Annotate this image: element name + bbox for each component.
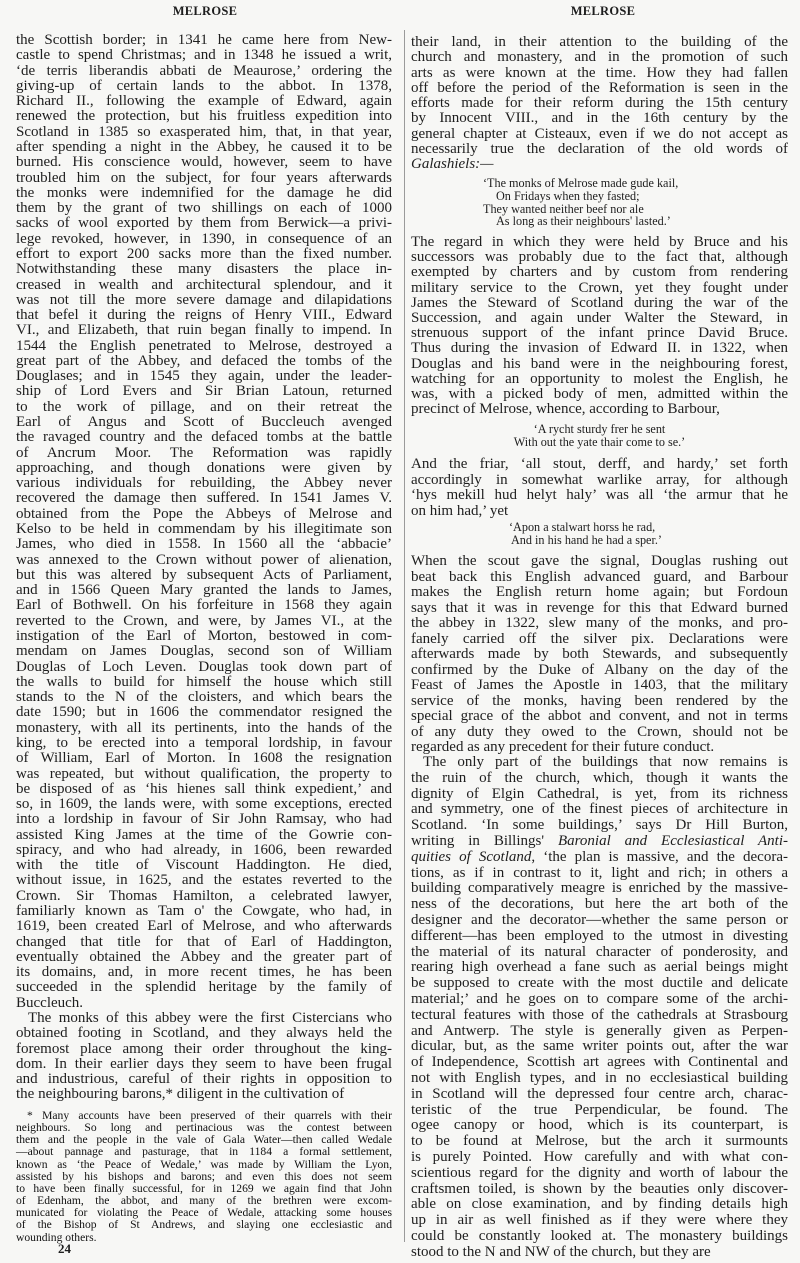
verse-line: They wanted neither beef nor ale <box>483 201 644 216</box>
text-line: to be found at Melrose, but the arch it surmounts <box>411 1133 788 1150</box>
column-divider <box>404 30 405 1242</box>
text-line: and in 1566 Queen Mary granted the lands to James, <box>16 582 392 599</box>
text-line: Scotland in 1385 so exasperated him, that, in that year, <box>16 123 392 140</box>
text-line: troubled him on the subject, for four years afterwards <box>16 169 392 186</box>
text-line: instigation of the Earl of Morton, bestowed in com- <box>16 627 392 644</box>
left-paragraph-1 <box>16 33 392 1011</box>
text-line: great part of the Abbey, and defaced the tombs of the <box>16 352 392 369</box>
text-line: them by the grant of two shillings on each of 1000 <box>16 200 392 217</box>
text-line: makes the English return home again; but Fordoun <box>411 584 788 600</box>
text-line: of Ancrum Moor. The Reformation was rapidly <box>16 444 392 461</box>
text-line: dom. In their earlier days they seem to have been frugal <box>16 1055 392 1072</box>
text-line: was, with a picked body of men, admitted within the <box>411 386 788 403</box>
text-line: spiracy, and who had already, in 1606, been rewarded <box>16 841 392 858</box>
text-line: succeeded in the splendid heritage by the family of <box>16 979 392 996</box>
text-line: into a lordship in favour of Sir John Ramsay, who had <box>16 811 392 828</box>
verse-line: ‘Apon a stalwart horss he rad, <box>509 520 656 534</box>
text-line: and industrious, careful of their rights in opposition to <box>16 1071 392 1088</box>
text-line: Notwithstanding these many disasters the place in- <box>16 261 392 278</box>
text-segment: , ‘the plan is massive, and the decora- <box>531 848 788 865</box>
text-line: 1544 the English penetrated to Melrose, destroyed a <box>16 337 392 354</box>
text-line: and symmetry, one of the finest pieces of architecture in <box>411 801 788 818</box>
verse-line: And in his hand he had a sper.’ <box>511 532 662 547</box>
text-line: of William, Earl of Morton. In 1608 the resignation <box>16 750 392 767</box>
text-line: arts as were known at the time. How they had fallen <box>411 64 788 81</box>
text-line: burned. His conscience would, however, seem to have <box>16 154 392 171</box>
text-line: king, to be erected into a temporal lordship, in favour <box>16 734 392 751</box>
text-line: fanely carried off the silver pix. Declarations were <box>411 630 788 647</box>
text-line: James the Steward of Scotland during the war of the <box>411 294 788 311</box>
text-line: The regard in which they were held by Bruce and his <box>411 234 788 250</box>
running-header-right: MELROSE <box>570 4 636 18</box>
verse-quote-2 <box>411 423 788 449</box>
text-line <box>411 850 788 866</box>
text-line: Succession, and again under Walter the Steward, in <box>411 310 788 327</box>
verse-line: With out the yate thair come to se.’ <box>513 434 686 449</box>
text-line: recovered the damage then suffered. In 1541 James V. <box>16 490 392 507</box>
text-line: Douglas and his band were in the neighbouring forest, <box>411 355 788 372</box>
text-line: general chapter at Cisteaux, even if we do not accept as <box>411 125 788 142</box>
text-line: dicular, but, as the same writer points out, after the war <box>411 1038 788 1055</box>
text-line: Douglas of Loch Leven. Douglas took down part of <box>16 658 392 675</box>
right-paragraph-2 <box>411 235 788 417</box>
text-line: watching for an opportunity to molest the English, he <box>411 370 788 387</box>
text-line: Feast of James the Apostle in 1403, that the military <box>411 677 788 693</box>
verse-line: ‘A rycht sturdy frer he sent <box>533 422 666 436</box>
italic-title: Galashiels:— <box>411 156 494 172</box>
text-line: their land, in their attention to the building of the <box>411 34 788 50</box>
text-line: When the scout gave the signal, Douglas rushing out <box>411 553 788 569</box>
footnote <box>16 1110 392 1244</box>
text-line: changed that title for that of Earl of Haddington, <box>16 933 392 950</box>
text-line: was repeated, but without qualification, the property to <box>16 765 392 782</box>
text-line: but this was altered by subsequent Acts of Parliament, <box>16 566 392 583</box>
text-line: Scotland. ‘In some buildings,’ says Dr Hill Burton, <box>411 817 788 834</box>
text-line: was annexed to the Crown without power of alienation, <box>16 551 392 568</box>
text-line: Douglases; and in 1545 they again, under the leader- <box>16 368 392 385</box>
text-line: without issue, in 1625, and the estates reverted to the <box>16 872 392 889</box>
text-line: in Scotland will the depressed four centre arch, charac- <box>411 1085 788 1102</box>
text-line: exempted by charters and by custom from rendering <box>411 264 788 281</box>
text-line: different—has been employed to the utmost in divesting <box>411 927 788 944</box>
text-line: The monks of this abbey were the first Cistercians who <box>28 1010 392 1026</box>
text-line: reverted to the Crown, and were, by James VI., at the <box>16 612 392 629</box>
text-line: known as ‘the Peace of Wedale,’ was made by William the Lyon, <box>16 1157 392 1171</box>
text-line: regarded as any precedent for their future conduct. <box>411 739 715 755</box>
text-line: Buccleuch. <box>16 994 84 1011</box>
text-line: is purely Pointed. How carefully and with what con- <box>411 1148 788 1165</box>
text-line: of the Bishop of St Andrews, and slaying one ecclesiastic and <box>16 1218 392 1232</box>
verse-line: As long as their neighbours' lasted.’ <box>496 214 671 229</box>
text-line: And the friar, ‘all stout, derff, and hardy,’ set forth <box>411 456 788 472</box>
text-line: wounding others. <box>16 1230 97 1244</box>
text-line: the ruin of the church, which, though it wants the <box>411 769 788 786</box>
text-line: tions, as if in contrast to it, light and rich; in others a <box>411 864 788 881</box>
right-paragraph-4 <box>411 554 788 756</box>
text-line: be supposed to create with the most ductile and delicate <box>411 975 788 992</box>
text-line: building comparatively meagre is enriched by the massive- <box>411 880 788 897</box>
text-line: precinct of Melrose, whence, according to Barbour, <box>411 401 720 418</box>
text-line: its domains, and, in more recent times, he has been <box>16 964 392 981</box>
text-line: effort to export 200 sacks more than the fixed number. <box>16 245 392 262</box>
text-line: to the work of pillage, and on their retreat the <box>16 398 392 415</box>
text-line: mendam on James Douglas, second son of William <box>16 643 392 660</box>
text-line: the Scottish border; in 1341 he came here from New- <box>16 32 392 48</box>
text-line: stands to the N of the cloisters, and which bears the <box>16 689 392 706</box>
right-paragraph-3 <box>411 457 788 520</box>
page-number: 24 <box>58 1241 71 1256</box>
right-paragraph-1 <box>411 35 788 172</box>
text-line: successors was probably due to the fact that, although <box>411 249 788 266</box>
italic-title: Baronial and Ecclesiastical Anti- <box>557 832 788 849</box>
text-line: stood to the N and NW of the church, but they are <box>411 1243 711 1260</box>
text-line: castle to spend Christmas; and in 1348 he issued a writ, <box>16 47 392 64</box>
text-line: teristic of the true Perpendicular, be found. The <box>411 1101 788 1118</box>
text-line: special grace of the abbot and convent, and not in terms <box>411 708 788 724</box>
text-line: eventually obtained the Abbey and the greater part of <box>16 948 392 965</box>
text-line: to have been finally successful, for in 1269 we again find that John <box>16 1181 392 1195</box>
text-line <box>411 834 788 850</box>
text-line: 1619, been created Earl of Melrose, and who afterwards <box>16 918 392 935</box>
text-line: of Independence, Scottish art agrees with Continental and <box>411 1054 788 1071</box>
text-line: church and monastery, and in the promotion of such <box>411 49 788 66</box>
text-line: obtained from the Pope the Abbeys of Melrose and <box>16 505 392 522</box>
text-line: the ravaged country and the defaced tombs at the battle <box>16 429 392 446</box>
verse-line: ‘The monks of Melrose made gude kail, <box>483 176 679 190</box>
text-line: material;’ and he goes on to compare some of the archi- <box>411 990 788 1007</box>
text-line: was not till the more severe damage and dilapidations <box>16 291 392 308</box>
text-line: tectural features with those of the cathedrals at Strasbourg <box>411 1006 788 1023</box>
text-line: monastery, with all its pertinents, into the hands of the <box>16 719 392 736</box>
text-line: renewed the protection, but his fruitless expedition into <box>16 108 392 125</box>
text-line: The only part of the buildings that now remains is <box>423 754 788 770</box>
text-line: the walls to build for himself the house which still <box>16 673 392 690</box>
text-line: James, who died in 1558. In 1560 all the ‘abbacie’ <box>16 536 392 553</box>
text-line: so, in 1609, the lands were, with some exceptions, erected <box>16 796 392 813</box>
text-line: dignity of Elgin Cathedral, is yet, from its richness <box>411 785 788 802</box>
text-line: giving-up of certain lands to the abbot. In 1378, <box>16 77 392 94</box>
text-line: afterwards made by both Stewards, and subsequently <box>411 646 788 662</box>
text-line: says that it was in revenge for this that Edward burned <box>411 599 788 616</box>
text-line: military service to the Crown, yet they fought under <box>411 279 788 296</box>
left-paragraph-2 <box>16 1011 392 1103</box>
text-line: up in air as well finished as if they were where they <box>411 1212 788 1229</box>
text-line: necessarily true the declaration of the old words of <box>411 140 788 157</box>
verse-line: On Fridays when they fasted; <box>496 188 640 203</box>
text-line: * Many accounts have been preserved of their quarrels with their <box>27 1109 392 1122</box>
text-line: confirmed by the Duke of Albany on the day of the <box>411 661 788 678</box>
text-line: the neighbouring barons,* diligent in the cultivation of <box>16 1086 345 1103</box>
text-line: not with English types, and in no ecclesiastical building <box>411 1069 788 1086</box>
text-line: ship of Lord Evers and Sir Brian Latoun, returned <box>16 383 392 400</box>
text-line: familiarly known as Tam o' the Cowgate, who had, in <box>16 903 392 920</box>
text-line: ness of the decorations, but here the art both of the <box>411 896 788 913</box>
text-line: lege revoked, however, in 1390, in consequence of an <box>16 230 392 247</box>
text-line: them and the people in the vale of Gala Water—then called Wedale <box>16 1133 392 1147</box>
text-line: various individuals for rebuilding, the Abbey never <box>16 475 392 492</box>
text-line: with the title of Viscount Haddington. He died, <box>16 857 392 874</box>
text-line: ‘de terris liberandis abbati de Meaurose,’ ordering the <box>16 62 392 79</box>
text-line: scientious regard for the dignity and worth of labour the <box>411 1164 788 1181</box>
text-line: date 1590; but in 1606 the commendator resigned the <box>16 704 392 721</box>
text-line: Thus during the invasion of Edward II. in 1322, when <box>411 340 788 357</box>
text-line: accordingly in somewhat warlike array, for although <box>411 471 788 488</box>
text-line: and Antwerp. The style is generally given as Perpen- <box>411 1022 788 1039</box>
text-line: creased in wealth and architectural splendour, and it <box>16 276 392 293</box>
text-line: obtained footing in Scotland, and they always held the <box>16 1025 392 1042</box>
text-line: service of the monks, having been rendered by the <box>411 692 788 709</box>
text-line: that befel it during the reigns of Henry VIII., Edward <box>16 307 392 324</box>
text-line: approaching, and though donations were given by <box>16 459 392 476</box>
text-line: after spending a night in the Abbey, he caused it to be <box>16 138 392 155</box>
text-line: Kelso to be held in commendam by his illegitimate son <box>16 521 392 537</box>
text-line: beat back this English advanced guard, and Barbour <box>411 568 788 585</box>
text-line: foremost place among their order throughout the king- <box>16 1040 392 1057</box>
text-line: off before the period of the Reformation is seen in the <box>411 79 788 96</box>
text-line: craftsmen toiled, is shown by the beauties only discover- <box>411 1180 788 1197</box>
text-line: ogee canopy or hood, which is its counterpart, is <box>411 1117 788 1134</box>
text-line: the material of its natural character of ponderosity, and <box>411 943 788 960</box>
text-line: of any duty they owed to the Crown, should not be <box>411 723 788 740</box>
text-line: VI., and Elizabeth, that ruin began finally to impend. In <box>16 322 392 339</box>
running-header-left: MELROSE <box>172 4 238 18</box>
text-line: Earl of Angus and Scott of Buccleuch avenged <box>16 414 392 431</box>
text-line: assisted by his bishops and barons; and even this does not seem <box>16 1169 392 1183</box>
text-line: municated for violating the Peace of Wedale, attacking some houses <box>16 1206 392 1220</box>
text-line <box>411 157 788 172</box>
text-line: of Edenham, the abbot, and many of the brethren were excom- <box>16 1194 392 1208</box>
text-line: Crown. Sir Thomas Hamilton, a celebrated lawyer, <box>16 887 392 904</box>
text-line: the monks were indemnified for the damage he did <box>16 184 392 201</box>
text-line: could be constantly looked at. The monastery buildings <box>411 1227 788 1244</box>
text-line: on him had,’ yet <box>411 503 509 520</box>
text-line: strenuous support of the infant prince David Bruce. <box>411 325 788 342</box>
right-paragraph-5 <box>411 755 788 1261</box>
text-line: rearing high overhead a fane such as aerial beings might <box>411 959 788 976</box>
text-line: by Innocent VIII., and in the 16th century by the <box>411 110 788 127</box>
text-line: be disposed of as ‘his hienes sall think expedient,’ and <box>16 780 392 797</box>
text-line: ‘hys mekill hud helyt haly’ was all ‘the armur that he <box>411 487 788 504</box>
text-line: Earl of Bothwell. On his forfeiture in 1568 they again <box>16 597 392 614</box>
text-line: the abbey in 1322, slew many of the monks, and pro- <box>411 615 788 631</box>
italic-title: quities of Scotland <box>411 848 532 865</box>
text-line: sacks of wool exported by them from Berwick—a privi- <box>16 215 392 232</box>
text-line: neighbours. So long and pertinacious was the contest between <box>16 1121 392 1135</box>
text-line: —about pannage and pasturage, that in 1184 a formal settlement, <box>16 1145 392 1159</box>
text-line: assisted King James at the time of the Gowrie con- <box>16 826 392 843</box>
text-segment: writing in Billings' <box>411 832 558 849</box>
text-line: Richard II., following the example of Edward, again <box>16 93 392 110</box>
verse-quote-3 <box>411 521 788 547</box>
text-line: able on close examination, and by finding details high <box>411 1196 788 1213</box>
text-line: efforts made for their reform during the 15th century <box>411 95 788 111</box>
text-line: designer and the decorator—whether the same person or <box>411 911 788 928</box>
verse-quote-1 <box>411 177 788 228</box>
